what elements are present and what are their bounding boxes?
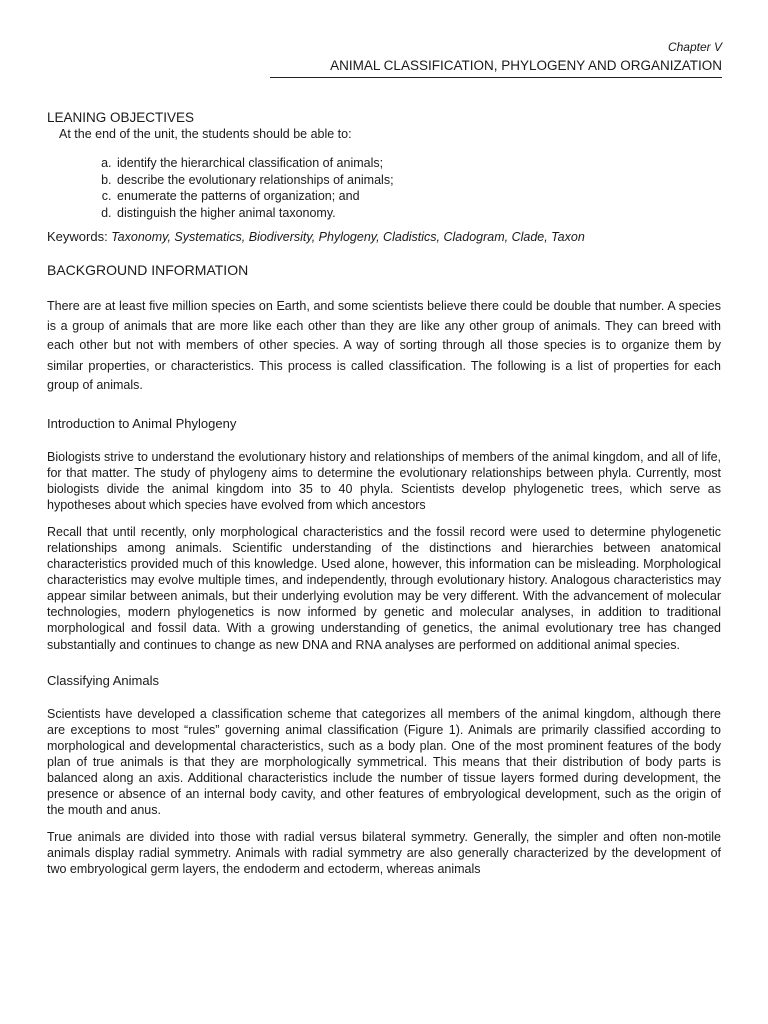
background-text: There are at least five million <box>47 299 212 313</box>
phylogeny-paragraph-2: Recall that until recently, only morphological characteristics and the fossil record were used to determine phylogenetic relationships among animals. Scientific understanding of the distinctions and hierarchies between anatomical characteristics provided much of this knowledge. Used alone, however, this information can be misleading. Morphological characteristics may evolve multiple times, and independently, through evolutionary history. Analogous characteristics may appear similar between animals, but their underlying evolution may be very different. With the advancement of molecular technologies, modern phylogenetics is now informed by genetic and molecular analyses, in addition to traditional morphological and fossil data. With a growing understanding of genetics, the animal evolutionary tree has changed substantially and continues to change as new DNA and RNA analyses are performed on additional animal species. <box>47 524 721 652</box>
list-item: c. enumerate the patterns of organization; and <box>115 188 721 205</box>
phylogeny-heading: Introduction to Animal Phylogeny <box>47 415 237 431</box>
background-text: on Earth, and some scientists believe there could be double that number. A species is a group of animals that are more like each other than they are like any other group of animals. They can breed with each other but not with members of other species. A way of sorting through all those species is to organize them by similar <box>47 299 721 373</box>
background-heading: BACKGROUND INFORMATION <box>47 262 249 278</box>
term-classification: classification <box>388 357 463 373</box>
phylogeny-paragraph-1: Biologists strive to understand the evolutionary history and relationships of members of the animal kingdom, and all of life, for that matter. The study of phylogeny aims to determine the evolutionary relationships between phyla. Currently, most biologists divide the animal kingdom into 35 to 40 phyla. Scientists develop phylogenetic trees, which serve as hypotheses about which species have evolved from which ancestors <box>47 449 721 512</box>
keywords-line <box>47 229 721 245</box>
page-header <box>270 40 722 74</box>
list-item: a. identify the hierarchical classification of animals; <box>115 155 721 172</box>
objectives-heading: LEANING OBJECTIVES <box>47 110 195 125</box>
keywords-list: Taxonomy, Systematics, Biodiversity, Phylogeny, Cladistics, Cladogram, Clade, Taxon <box>111 230 585 244</box>
term-species: species <box>211 298 256 313</box>
list-item: b. describe the evolutionary relationships of animals; <box>115 172 721 189</box>
term-properties: properties <box>88 357 147 373</box>
objectives-intro: At the end of the unit, the students should be able to: <box>59 127 352 141</box>
main-content <box>47 110 721 878</box>
objectives-list <box>47 155 721 221</box>
classifying-paragraph-1: Scientists have developed a classification scheme that categorizes all members of the animal kingdom, although there are exceptions to most “rules” governing animal classification (Figure 1). Animals are primarily classified according to morphological and developmental characteristics, such as a body plan. One of the most prominent features of the body plan of true animals is that they are morphologically symmetrical. This means that their distribution of body parts is balanced along an axis. Additional characteristics include the number of tissue layers formed during development, the presence or absence of an internal body cavity, and other features of embryological development, such as the origin of the mouth and anus. <box>47 706 721 818</box>
background-text: , or characteristics. This process is called <box>146 358 389 373</box>
background-paragraph <box>47 296 721 396</box>
classifying-paragraph-2: True animals are divided into those with radial versus bilateral symmetry. Generally, the simpler and often non-motile animals display radial symmetry. Animals with radial symmetry are also generally characterized by the development of two embryological germ layers, the endoderm and ectoderm, whereas animals <box>47 830 721 877</box>
background-text: . The following is a list of properties for each group of animals. <box>47 358 721 392</box>
chapter-title: ANIMAL CLASSIFICATION, PHYLOGENY AND ORGANIZATION <box>330 58 722 73</box>
classifying-heading: Classifying Animals <box>47 672 159 688</box>
header-divider <box>270 77 722 78</box>
list-item: d. distinguish the higher animal taxonomy. <box>115 205 721 222</box>
chapter-label: Chapter V <box>667 40 722 54</box>
keywords-label: Keywords: <box>47 229 108 244</box>
